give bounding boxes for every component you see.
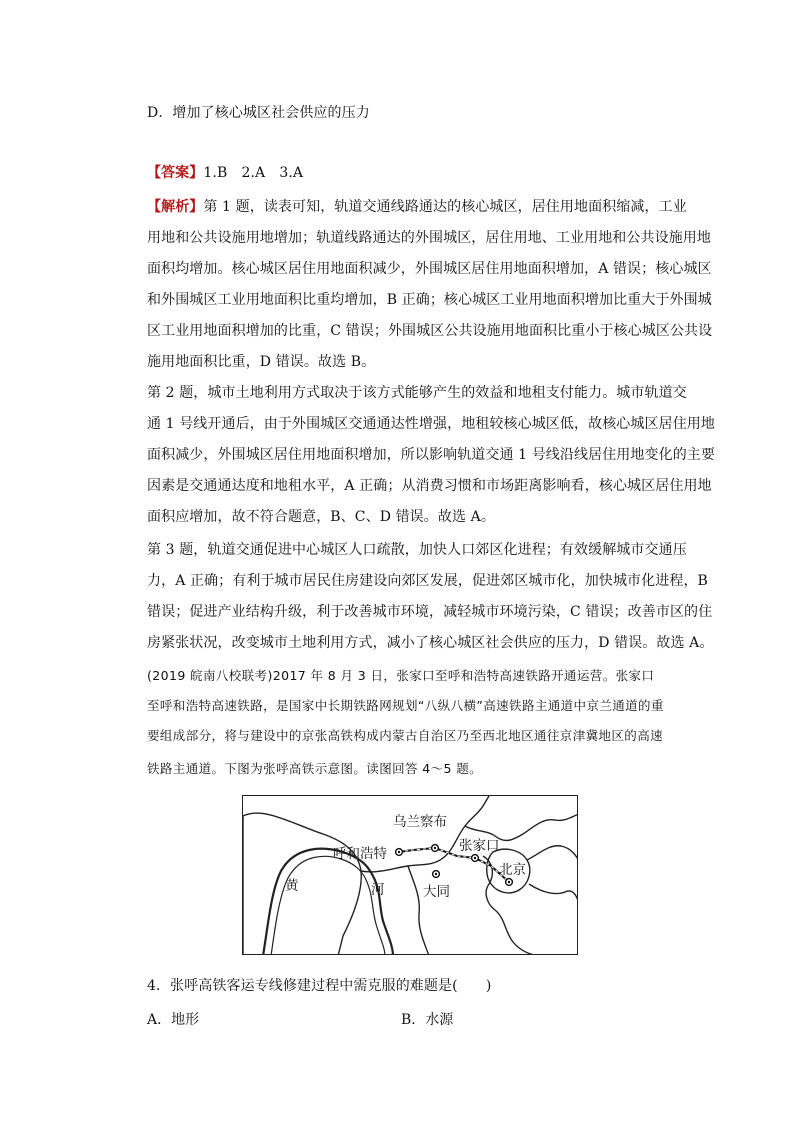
analysis-p1-line-1 <box>147 198 687 216</box>
analysis-p1-line-2: 用地和公共设施用地增加；轨道线路通达的外围城区，居住用地、工业用地和公共设施用地 <box>147 230 711 246</box>
northeast-boundary <box>527 846 578 862</box>
passage-line-4: 铁路主通道。下图为张呼高铁示意图。读图回答 4～5 题。 <box>147 761 483 776</box>
answer-tag: 【答案】 <box>147 165 204 181</box>
analysis-p2-line-2: 通 1 号线开通后，由于外围城区交通通达性增强，地租较核心城区低，故核心城区居住用地 <box>147 416 716 432</box>
analysis-p1-line-5: 区工业用地面积增加的比重，C 错误；外围城区公共设施用地面积比重小于核心城区公共设 <box>147 323 713 339</box>
map-label-he: 河 <box>371 882 385 898</box>
railway-map <box>242 795 578 955</box>
analysis-p3-line-1: 第 3 题，轨道交通促进中心城区人口疏散，加快人口郊区化进程；有效缓解城市交通压 <box>147 542 687 558</box>
analysis-p3-line-4: 房紧张状况，改变城市土地利用方式，减小了核心城区社会供应的压力，D 错误。故选 A。 <box>147 635 714 651</box>
passage-line-2: 至呼和浩特高速铁路，是国家中长期铁路网规划“八纵八横”高速铁路主通道中京兰通道的重 <box>147 698 664 713</box>
question-4-stem: 4．张呼高铁客运专线修建过程中需克服的难题是( ) <box>147 978 492 994</box>
question-4-option-b: B．水源 <box>401 1012 454 1028</box>
map-label-huang: 黄 <box>285 878 299 894</box>
analysis-p1-line-6: 施用地面积比重，D 错误。故选 B。 <box>147 354 376 370</box>
question-4-option-a: A．地形 <box>147 1012 200 1028</box>
analysis-p1-line-4: 和外围城区工业用地面积比重均增加，B 正确；核心城区工业用地面积增加比重大于外围城 <box>147 292 712 308</box>
analysis-p3-line-2: 力，A 正确；有利于城市居民住房建设向郊区发展，促进郊区城市化，加快城市化进程，B <box>147 573 708 589</box>
map-label-zhangjiakou: 张家口 <box>459 838 500 854</box>
analysis-p2-line-1: 第 2 题，城市土地利用方式取决于该方式能够产生的效益和地租支付能力。城市轨道交 <box>147 385 687 401</box>
analysis-p3-line-3: 错误；促进产业结构升级，利于改善城市环境，减轻城市环境污染，C 错误；改善市区的住 <box>147 604 713 620</box>
map-label-datong: 大同 <box>423 884 450 900</box>
passage-line-1: (2019 皖南八校联考)2017 年 8 月 3 日，张家口至呼和浩特高速铁路开通运营。张家口 <box>147 668 655 683</box>
analysis-tag: 【解析】 <box>147 199 204 215</box>
analysis-p2-line-5: 面积应增加，故不符合题意，B、C、D 错误。故选 A。 <box>147 509 495 525</box>
region-boundary-left <box>243 813 361 955</box>
analysis-p2-line-3: 面积减少，外围城区居住用地面积增加，所以影响轨道交通 1 号线沿线居住用地变化的主要 <box>147 447 716 463</box>
map-label-wulanchabu: 乌兰察布 <box>393 814 447 830</box>
answer-text: 1.B 2.A 3.A <box>203 165 304 181</box>
analysis-p1-line-3: 面积均增加。核心城区居住用地面积减少，外围城区居住用地面积增加，A 错误；核心城区 <box>147 261 712 277</box>
analysis-text: 第 1 题，读表可知，轨道交通线路通达的核心城区，居住用地面积缩减，工业 <box>203 199 687 215</box>
map-label-beijing: 北京 <box>499 862 526 878</box>
east-boundary <box>529 884 578 904</box>
answer-line <box>147 164 303 182</box>
map-label-hohhot: 呼和浩特 <box>333 846 387 862</box>
yellow-river <box>263 849 393 955</box>
analysis-p2-line-4: 因素是交通通达度和地租水平，A 正确；从消费习惯和市场距离影响看，核心城区居住用地 <box>147 478 712 494</box>
passage-line-3: 要组成部分，将与建设中的京张高铁构成内蒙古自治区乃至西北地区通往京津冀地区的高速 <box>147 728 664 743</box>
question-option-d: D．增加了核心城区社会供应的压力 <box>147 105 370 121</box>
